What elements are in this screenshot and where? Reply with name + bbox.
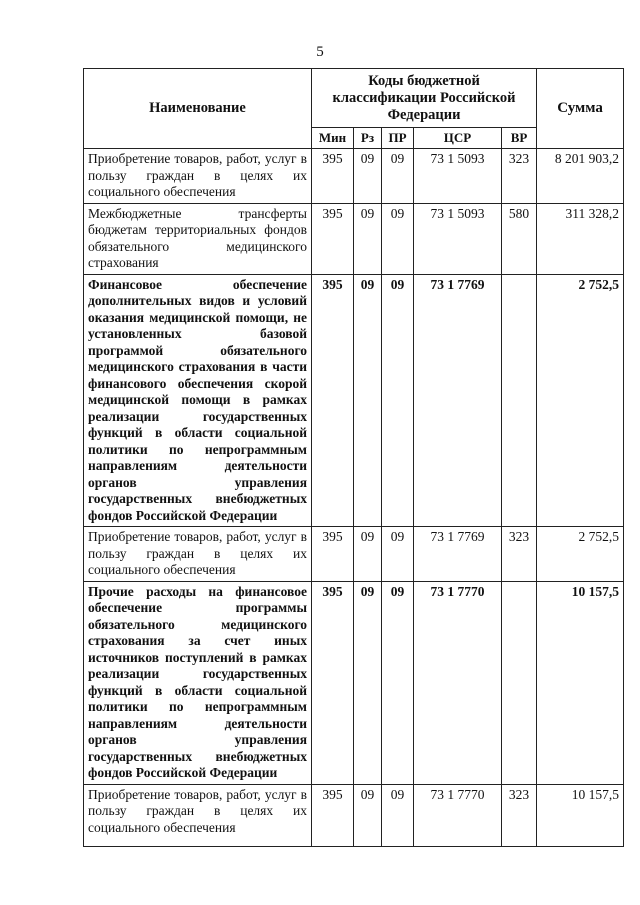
row-vr: 323	[502, 149, 537, 204]
row-sum: 10 157,5	[537, 784, 624, 846]
row-pr: 09	[382, 274, 414, 527]
table-body	[84, 149, 624, 847]
header-name: Наименование	[84, 69, 312, 149]
row-rz: 09	[354, 203, 382, 274]
row-min: 395	[312, 527, 354, 582]
row-csr: 73 1 7769	[414, 274, 502, 527]
header-pr: ПР	[382, 128, 414, 149]
table-header	[84, 69, 624, 149]
row-pr: 09	[382, 784, 414, 846]
row-sum: 2 752,5	[537, 274, 624, 527]
row-name: Финансовое обеспечение дополнительных видов и условий оказания медицинской помощи, не установленных базовой программой обязательного медицинского страхования в части финансового обеспечения скорой медицинской помощи в рамках реализации государственных функций в области социальной политики по непрограммным направлениям деятельности органов управления государственных внебюджетных фондов Российской Федерации	[84, 274, 312, 527]
header-csr: ЦСР	[414, 128, 502, 149]
row-pr: 09	[382, 527, 414, 582]
row-name: Приобретение товаров, работ, услуг в пользу граждан в целях их социального обеспечения	[84, 527, 312, 582]
header-rz: Рз	[354, 128, 382, 149]
row-rz: 09	[354, 527, 382, 582]
header-codes: Коды бюджетной классификации Российской Федерации	[312, 69, 537, 128]
row-min: 395	[312, 149, 354, 204]
row-rz: 09	[354, 784, 382, 846]
header-min: Мин	[312, 128, 354, 149]
table-row	[84, 527, 624, 582]
row-sum: 311 328,2	[537, 203, 624, 274]
table-row	[84, 581, 624, 784]
row-name: Межбюджетные трансферты бюджетам территориальных фондов обязательного медицинского страхования	[84, 203, 312, 274]
table-row	[84, 274, 624, 527]
row-csr: 73 1 5093	[414, 149, 502, 204]
row-rz: 09	[354, 149, 382, 204]
row-sum: 10 157,5	[537, 581, 624, 784]
row-rz: 09	[354, 274, 382, 527]
row-min: 395	[312, 203, 354, 274]
row-csr: 73 1 5093	[414, 203, 502, 274]
row-csr: 73 1 7769	[414, 527, 502, 582]
row-min: 395	[312, 784, 354, 846]
row-vr	[502, 581, 537, 784]
row-vr: 323	[502, 784, 537, 846]
row-min: 395	[312, 581, 354, 784]
row-csr: 73 1 7770	[414, 784, 502, 846]
row-vr: 580	[502, 203, 537, 274]
row-name: Прочие расходы на финансовое обеспечение программы обязательного медицинского страхования за счет иных источников поступлений в рамках реализации государственных функций в области социальной политики по непрограммным направлениям деятельности органов управления государственных внебюджетных фондов Российской Федерации	[84, 581, 312, 784]
row-csr: 73 1 7770	[414, 581, 502, 784]
header-vr: ВР	[502, 128, 537, 149]
row-vr: 323	[502, 527, 537, 582]
row-pr: 09	[382, 581, 414, 784]
row-sum: 8 201 903,2	[537, 149, 624, 204]
budget-table	[83, 68, 624, 847]
header-sum: Сумма	[537, 69, 624, 149]
row-rz: 09	[354, 581, 382, 784]
page-number: 5	[316, 44, 324, 60]
row-pr: 09	[382, 149, 414, 204]
table-row	[84, 784, 624, 846]
row-name: Приобретение товаров, работ, услуг в пользу граждан в целях их социального обеспечения	[84, 784, 312, 846]
row-sum: 2 752,5	[537, 527, 624, 582]
row-name: Приобретение товаров, работ, услуг в пользу граждан в целях их социального обеспечения	[84, 149, 312, 204]
row-min: 395	[312, 274, 354, 527]
table-row	[84, 149, 624, 204]
row-vr	[502, 274, 537, 527]
row-pr: 09	[382, 203, 414, 274]
table-row	[84, 203, 624, 274]
